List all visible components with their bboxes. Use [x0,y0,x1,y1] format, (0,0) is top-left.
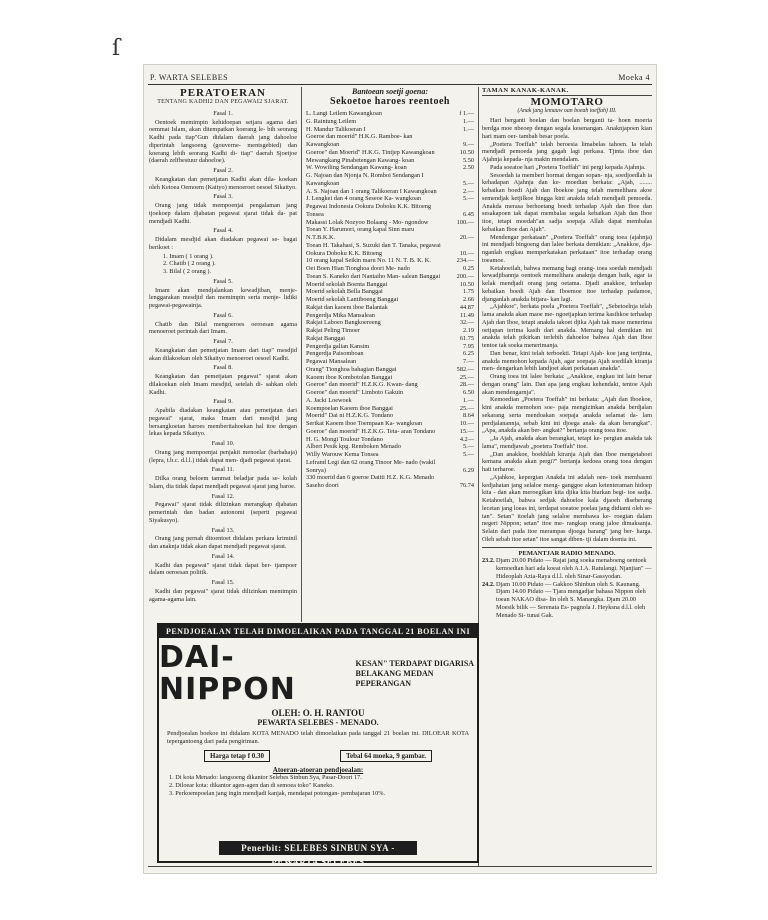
donation-amount: 234.— [456,257,474,265]
donor-name: Albert Pesik kpg. Remboken Menado [306,443,401,451]
donation-row [306,126,474,134]
donation-row [306,412,474,420]
donor-name: Willy Warouw Kema Tonsea [306,451,379,458]
donation-amount: 100.— [456,218,474,226]
article-title: Fasal 10. [211,440,235,447]
donation-row [306,389,474,397]
left-subtitle: TENTANG KADHI2 DAN PEGAWAI2 SJARAT. [157,99,289,105]
donation-row [306,397,474,405]
donor-name: Goeroe" dan moerid" Limboto Gakuin [306,389,404,396]
donor-name: Oei Boen Hian Tionghoa doori Me- nado [306,265,410,272]
story-paragraph: Mendengar perkataan" „Poetera Toeffah" orang toea (ajahnja) ini mendjadi bingoeng dan lalee berkata demikian: „Anakkoe, dja- nganlah engkau memperkatakan perkataan" itoe terhadap orang toeamoe. [482,233,652,264]
radio-schedule [482,557,652,619]
article-title: Fasal 7. [213,338,233,345]
article-body: Didalam mesdjid akan diadakan pegawai se- bagai berikoet : [149,236,297,251]
article-body: Imam akan mendjalankan kewadjiban, menje- lenggarakan mesdjid dan memimpin serta menje- lidiki pegawai-pegawainja. [149,286,297,309]
story-paragraph: „Ajahkoe, kepergian Anakda ini adalah oen- toek membasmi kedjahatan jang selaloe meng- ganggoe akan ketenteraman hidoep kita - dan akan meroegikan kita djika kita biarkan begi- toe sadja. Ketahoeilah, bahwa sedjak dahoeloe kala djaoeh diseberang lecetan jang loeas ini, terdapat soeatoe poelau jang didiami oleh se- tan". Setan" itoelah jang selaloe membawa ke- roegian dalam negeri Nippon; setan" itoe me- rangkap orang jaloe dimaksanja. Selain dari pada itoe merampas djoega barang" jang ber- harga. Oleh sebab itoe setan" itoe sangat diben- tji dalam doenia ini. [482,473,652,543]
story-body [482,117,652,543]
staff-list-item: 3. Bilal ( 2 orang ). [163,268,212,275]
donation-row [306,273,474,281]
ad-price: Harga tetap f 0.30 [204,750,270,762]
donation-amount: 2.19 [462,327,474,334]
donation-row [306,226,474,242]
donation-amount: 1.— [462,125,474,133]
donor-name: Serikat Kaoem iboe Toempaan Ka- wangkoan [306,420,423,427]
article-title: Fasal 9. [213,398,233,406]
article-body: Keangkatan dan pemetjatan Kadhi akan dila- koekan oleh Ketoea Oemoem (Kaityo) menoeroet oesoel Sikaityo. [149,175,297,191]
donor-name: Goeroe" dan moerid" H.Z.K.G. Kwan- dang [306,381,418,389]
donation-amount: 4.2— [459,435,474,443]
article-body: Keangkatan dan pemetjatan pegawai" sjarat akan dilakoekan oleh Imam mesdjid, setelah di- sahkan oleh Kadhi. [149,373,297,396]
donation-amount: 1.— [462,117,474,125]
article-body: Dilka orang beloem tammat beladjar pada se- kolah Islam, dia tidak dapat mendjadi pegawai sjarat jang baroe. [149,475,297,490]
section-title: TAMAN KANAK-KANAK. [482,87,652,96]
story-paragraph: Kemoedian „Poetera Toeffah" ini berkata: „Ajah dan Iboekoe, kini anakda memohon soe- paja mengizinkan anakda berdjalan sekarang serta mendoakan soepaja anakda selamat da- lam perdjalanannja, sebab kini ini djoega anak- da akan berangkat". „Apa, anakda akan ber- angkat?" bertanja orang toea itoe. [482,396,652,435]
donation-row [306,451,474,459]
story-paragraph: Orang toea ini lalee berkata: „Anakkoe, engkau ini lain benar dengan orang" lain. Dan apa jang engkau kehendaki, tentoe Ajah akan mendengarnja". [482,373,652,396]
article-body: Orang jang tidak mempoenjai pengalaman jang tjoekoep dalam djabatan pegawai sjarat tidak da- pat mendjadi Kadhi. [149,202,297,225]
donor-name: Mewangkang Pinabetengan Kawang- koan [306,156,415,164]
donor-name: Rakjat Banggai [306,334,345,342]
donation-row [306,459,474,475]
donation-row [306,343,474,351]
ad-rules [159,774,477,798]
article-title: Fasal 1. [213,109,233,117]
header-right: Moeka 4 [618,72,650,82]
donor-name: Makassi Lolak Nozyoo Bolaang - Mo- ngondow [306,218,429,226]
donation-row [306,118,474,126]
story-paragraph: „Poetera Toeffah" telah beroesia limabelas tahoen. Ia telah mendjadi pemoeda jang gagah lagi perkasa. Tjinta iboe dan Ajahnja kepada- nja makin mendalam. [482,140,652,163]
donation-row [306,374,474,382]
radio-entry [482,557,652,580]
column-divider-1 [301,87,302,622]
donation-row [306,366,474,374]
ad-rule-item: 3. Perkoempoelan jang ingin mendjadi kanjak, mendapat potongan- pembajaran 10%. [169,790,386,797]
donation-amount: 5.— [462,179,474,187]
donor-name: 10 orang kapal Seikin maru No. 11 N. T. B. K. K. [306,257,431,265]
donation-row [306,265,474,273]
page-header [150,71,650,83]
donation-amount: 11.49 [460,311,474,319]
radio-date: 23.2. [482,557,495,565]
radio-title: PEMANTJAR RADIO MENADO. [482,547,652,558]
donation-amount: 10.50 [459,280,474,288]
donation-row [306,474,474,490]
article-title: Fasal 5. [213,277,233,285]
donation-amount: 6.45 [462,210,474,218]
donation-amount: 10.— [459,420,474,427]
ad-rule-item: 1. Di kota Menado: langsoeng dikantor Selebes Sinbun Sya, Pasar-Doori 17. [169,774,362,781]
donor-name: J. Lengkei dan 4 orang Seseoe Ka- wangkoan [306,195,422,203]
article-title: Fasal 12. [211,492,235,500]
donation-row [306,335,474,343]
ad-rule-item: 2. Diloear kota: dikantor agen-agen dan di semoea toko" Kaneko. [169,782,335,789]
donation-amount: 10.50 [459,148,474,156]
ad-tagline [356,659,477,689]
article-title: Fasal 11. [211,466,235,474]
story-note: (Anak jang lemauw oan boeah toeffah) III. [517,107,617,114]
radio-text: Djam 20.00 Pidato — Rajat jang soeka menaboeng oentoek kemoedian hari ada koeat oleh A.I.A. Ratulangi. Njanjian" — Hideoplah Azia-Raya d.l.l. oleh Sinar-Gassyodan. [496,557,652,580]
article-title: Fasal 15. [211,579,235,586]
donation-row [306,195,474,203]
donation-amount: 0.25 [462,265,474,272]
donation-amount: 6.25 [462,350,474,358]
article-body: Pegawai" sjarat tidak dilizinkan merangkap djabatan pemerintah dan badan autonomi (seperti pegawai Siyakusyo). [149,501,297,524]
middle-column [306,87,474,622]
middle-italic-title: Bantoean soetji goena: [351,87,428,96]
donation-row [306,288,474,296]
donation-amount: 25.— [459,373,474,381]
donor-name: Pegawai Indonesia Ookura Doboku K.K. Bitoeng Tonsea [306,203,432,218]
donation-row [306,358,474,366]
donor-name: A. S. Najoan dan 1 orang Talikoeran I Kawangkoan [306,187,437,195]
header-rule [148,84,652,85]
donation-amount: 32.— [459,319,474,327]
donor-name: Goeroe" dan moerid" H.Z.K.G. Teta- aran Tondano [306,427,436,435]
article-body: Chatib dan Bilal mengoeroes oeroesan agama menoeroet perintah dari Imam. [149,320,297,336]
article-title: Fasal 13. [211,526,235,534]
donation-row [306,242,474,258]
ad-headline [159,642,477,706]
donor-name: Toean H. Takahasi, S. Suzuki dan T. Tanaka, pegawai Ookura Doboku K.K. Bitoeng [306,241,441,257]
ad-publisher: PEWARTA SELEBES - MENADO. [257,718,379,727]
donation-list [306,110,474,490]
left-title: PERATOERAN [180,87,266,99]
story-paragraph: Sesoedah ia memberi hormat dengan sopan- nja, soedjoedlah ia kehadapan Ajahnja dan ke- moedian berkata: „Ajah, ........ kebaikan boedi Ajah dan Iboekoe jang telah memelihara akoe semendjak ketjilkoe hingga kini anakda telah mendjadi pemoeda. Anakda merasa berhoetang boedi terhadap Ajah dan Iboe dan sesakapoen tak dapat membalas segala kebaikan Ajah dan Iboe itoe, tetapi moedah"an sadja soepaja Allah dapat membalas kebaikan Iboe dan Ajah". [482,171,652,233]
donation-row [306,296,474,304]
donation-row [306,304,474,312]
donation-row [306,219,474,227]
donation-row [306,420,474,428]
right-column [482,87,652,867]
article-body: Kadhi dan pegawai" sjarat tidak dilizinkan memimpin agama-agama lain. [149,587,297,603]
article-title: Fasal 2. [213,167,233,174]
newspaper-page [143,64,657,874]
middle-title: Sekoetoe haroes reentoeh [330,96,450,107]
donor-name: Rakjat dan kaoem iboe Balantak [306,303,388,311]
donation-amount: 1.— [462,396,474,404]
donation-amount: 582.— [456,365,474,373]
donation-row [306,428,474,436]
donation-row [306,281,474,289]
donation-amount: 7.95 [462,342,474,350]
donor-name: Pengerdja Mika Mansalean [306,311,375,319]
donor-name: Kaoem iboe Kombotolan Banggai [306,373,393,381]
donor-name: Goeroe" dan Moerid" H.K.G. Tintjep Kawangkoan [306,148,435,156]
article-body: Keangkatan dan pemetjatan Imam dari tiap" mesdjid akan dilakoekan oleh Sikaityo menoeroet oesoel Kadhi. [149,346,297,362]
article-title: Fasal 4. [213,227,233,235]
donor-name: Koempoelan Kaoem iboe Banggai [306,404,393,412]
donation-row [306,312,474,320]
ad-tagline-1: KESAN" TERDAPAT DIGARISA [355,659,475,668]
article-title: Fasal 14. [211,552,235,560]
donor-name: G. Najoan dan Njonja N. Romboi Sendangan I Kawangkoan [306,172,424,187]
donation-amount: 20.— [459,234,474,241]
ad-book-title: DAI-NIPPON [159,640,296,707]
donor-name: W. Wowiling Sendangan Kawang- koan [306,164,407,172]
donation-amount: 10.— [459,249,474,257]
donor-name: Pengerdja Paisomboan [306,350,364,358]
donation-amount: 5.50 [462,156,474,164]
donation-amount: 76.74 [459,482,474,489]
margin-mark: ſ [112,36,121,61]
page-footer-rule [148,866,652,867]
radio-text: Djam 10.00 Pidato — Gakkoo Shinbun oleh S. Kaunang. Djam 14.00 Pidato — Tjara mengadjar bahasa Nippon oleh toean NAKAO disa- lin oleh S. Manangka. Djam 20.00 Moesik bilik — Serenata Es- pagnola J. Heyksna d.l.l. oleh Menado Si- tunai Gak. [496,580,646,619]
donor-name: Moerid sekolah Lantiboeng Banggai [306,296,399,303]
donation-amount: 5.— [462,195,474,203]
donor-name: L. Langi Leilem Kawangkoan [306,110,382,117]
story-paragraph: „Dan anakkoe, boekhlah kiranja Ajah dan Iboe mengetahoei kemana anakda akan pergi?" bertanja kedoea orang toea dengan hati terharoe. [482,450,652,473]
donation-amount: 5.— [462,451,474,458]
story-paragraph: Ketahoeilah, bahwa memang bagi orang- toea soedah mendjadi kewadjibannja oentoek memelihara anaknja dengan baik, agar ia kelak mendjadi orang jang oetama. Djadi anakkoe, terhadap kebaikan boedi Ajah dan Iboemoe itoe terhadap padamoe, djanganlah anakda bitjara- kan lagi. [482,264,652,303]
donation-amount: 2.66 [462,296,474,303]
story-paragraph: „Ajahkoe", berkata poela „Poetera Toeffah", „Sebetoelnja telah lama anakda akan maoe me- ngoetjapkan terima kasihkoe terhadap Ajah dan Iboe, tetapi anakda takoet djika Ajah tak maoe menerima oetjapan terima kasih dari anakda. Memang hal demikian ini anakda telah pikirkan terlebih dahoeloe bahwa Ajah dan Iboe tentoe tak soeka menerimanja. [482,303,652,349]
donation-amount: 15.— [459,427,474,435]
ad-rules-title: Atoeran-atoeran pendjoealan: [272,766,364,774]
donation-row [306,436,474,444]
donor-name: A. Jacki Loewoek [306,396,352,404]
donation-amount: 7.— [462,358,474,365]
donor-name: H. G. Mongi Toulour Tondano [306,435,383,443]
staff-list-item: 2. Chatib ( 2 orang ). [163,260,216,268]
article-title: Fasal 8. [213,364,233,372]
article-list [149,110,297,604]
donation-amount: 1.75 [462,288,474,296]
donation-row [306,188,474,196]
donation-row [306,149,474,157]
donation-amount: 200.— [456,272,474,280]
ad-description: Pendjoealan boekoe ini didalam KOTA MENADO telah dimoelaikan pada tanggal 21 boelan ini. DILOEAR KOTA tepergantoeng dari pada pengiriman. [167,730,469,745]
donation-amount: f 1.— [459,110,474,117]
donation-row [306,405,474,413]
donor-name: Toean S. Kaneko dari Nantaiho Man- salean Banggai [306,272,441,280]
donation-row [306,381,474,389]
donation-row [306,319,474,327]
donor-name: Lefrand Legi dan 62 orang Tinoor Me- nado (wakil Sonrya) [306,458,436,474]
donor-name: Orang" Tionghoa bahagian Banggai [306,365,397,373]
article-body: Orang jang pernah ditoentoet didalam perkara kriminil dan anaknja tidak akan dapat mendjadi pegawai sjarat. [149,535,297,550]
radio-entry [482,581,652,620]
article-body: Orang jang mempoenjai penjakit menoelar (barbahaja) (lepra, t.b.c. d.l.l.) tidak dapat men- djadi pegawai sjarat. [149,448,297,464]
ad-tagline-2: BELAKANG MEDAN PEPERANGAN [355,669,434,688]
article-body: Oentoek memimpin kehidoepan setjara agama dari oemmat Islam, akan ditempatkan koerang le- bih seorang Kadhi pada tiap"Gun didalam daerah jang dahoeloe diperintah langsoeng (gouverne- mentsgebied) dan koerang lebih seorang Kadhi di- tiap" daerah Sjoetjoe (daerah zelfbestuur dahoeloe). [149,118,297,165]
radio-date: 24.2. [482,580,495,588]
donation-amount: 25.— [459,404,474,412]
story-paragraph: Dan benar, kini telah terboekti. Tetapi Ajah- koe jang tertjinta, anakda memohon kepada Ajah, agar soepaja Ajah soedilah kiranja men- dengarkan lebih landjoet akan perkataan anakda". [482,349,652,373]
donation-amount: 2.50 [462,164,474,172]
article-body: Apabila diadakan keangkatan atau pemetjatan dari pegawai" sjarat, maka Imam dari mesdjid jang bersangkoetan haroes memberitahoekan hal itoe dengan lekas kepada Sikaityo. [149,407,297,438]
donation-row [306,350,474,358]
donation-row [306,172,474,188]
donation-row [306,203,474,219]
donation-amount: 44.87 [459,303,474,311]
donor-name: Pegawai Mansalean [306,358,357,365]
left-column [149,87,297,622]
book-advertisement [157,623,479,867]
donor-name: 330 moerid dan 6 goeroe Daiiti H.Z. K.G. Menado Saseho doori [306,474,435,489]
story-paragraph: „Ja Ajah, anakda akan berangkat, tetapi ke- pergian anakda tak lama", mendjawab „poetera Toeffah" itoe. [482,435,652,450]
donor-name: Moerid sekolah Bella Banggai [306,288,383,296]
staff-list-item: 1. Imam ( 1 orang ). [163,252,214,260]
ad-top-banner: PENDJOEALAN TELAH DIMOELAIKAN PADA TANGGAL 21 BOELAN INI [159,625,477,638]
donation-amount: 5.— [462,443,474,451]
donor-name: Pengerdja galian Kansim [306,342,370,350]
donor-name: Moerid" Dai ni H.Z.K.G. Tondano [306,412,394,420]
donation-row [306,443,474,451]
donation-amount: 6.50 [462,389,474,396]
article-body: Kadhi dan pegawai" sjarat tidak dapat ber- tjampoer dalam oeroesan politik. [149,561,297,577]
donor-name: Rakjat Laboeo Bangkoereeng [306,319,381,327]
donation-amount: 8.64 [462,412,474,420]
story-paragraph: Hari berganti boelan dan boelan berganti ta- hoen moeria berdga moe nbeoep dengan segala kesenangan. Anaknjapoen kian hari mam oer- tambah besar poela. [482,117,652,140]
ad-bottom-banner: Penerbit: SELEBES SINBUN SYA - PEWARTA SELEBES [219,841,417,855]
article-title: Fasal 6. [213,311,233,319]
donor-name: Goeroe dan moerid" H.K.G. Ramboe- kan Kawangkoan [306,133,413,148]
donor-name: Rakjat Peling Timoer [306,327,360,334]
donation-amount: 6.29 [462,466,474,474]
donor-name: H. Mandur Talikoeran I [306,125,366,133]
donation-amount: 9.— [462,141,474,148]
story-title: MOMOTARO [530,95,604,108]
donation-row [306,164,474,172]
donation-amount: 2.— [462,187,474,195]
donation-row [306,133,474,149]
donation-row [306,327,474,335]
donation-amount: 28.— [459,381,474,389]
article-title: Fasal 3. [213,193,233,201]
donation-amount: 61.75 [459,334,474,342]
donation-row [306,110,474,118]
donor-name: Moerid sekolah Boenta Banggai [306,280,388,288]
ad-info-boxes [169,750,467,762]
story-paragraph: Pada soeatoe hari „Poetera Toeffah" ini pergi kepada Ajahnja. [490,163,646,171]
donation-row [306,257,474,265]
donor-name: G. Raintung Leilem [306,117,357,125]
ad-author: OLEH: O. H. RANTOU [271,708,365,718]
header-left: P. WARTA SELEBES [150,72,229,82]
donor-name: Toean Y. Harumori, orang kapal Sinn maru N.T.B.K.K. [306,226,415,241]
ad-pages: Tebal 64 moeka, 9 gambar. [340,750,432,762]
donation-row [306,157,474,165]
